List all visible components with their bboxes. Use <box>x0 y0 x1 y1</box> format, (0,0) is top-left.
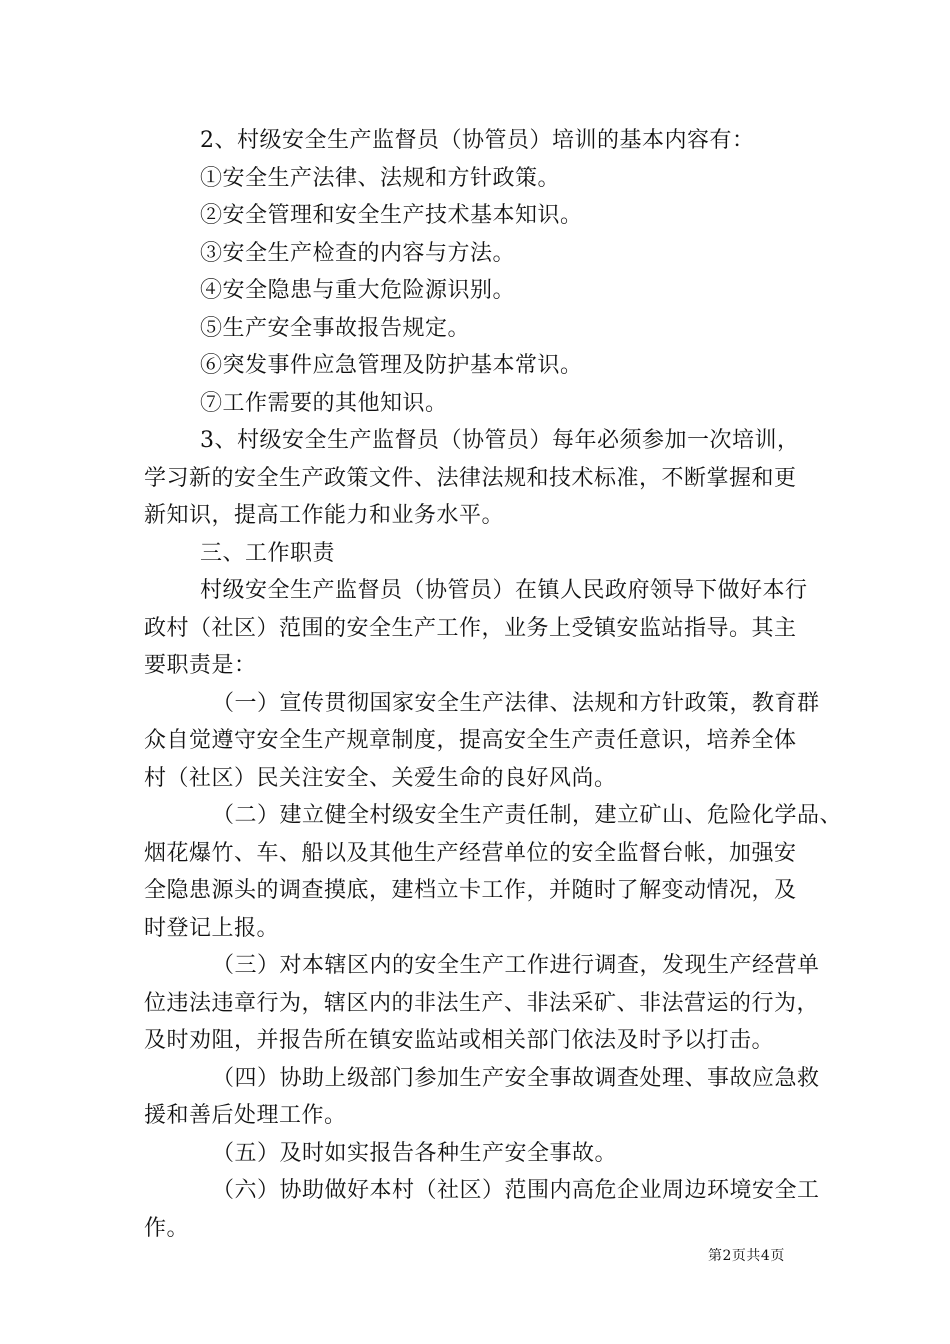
paragraph-line: 学习新的安全生产政策文件、法律法规和技术标准，不断掌握和更 <box>144 465 797 491</box>
duty-6-paragraph <box>144 1172 820 1247</box>
section-heading-duties: 三、工作职责 <box>200 540 336 566</box>
annual-training-paragraph <box>144 422 820 535</box>
paragraph-line: 时登记上报。 <box>144 915 280 941</box>
paragraph-line: 村（社区）民关注安全、关爱生命的良好风尚。 <box>144 765 617 791</box>
paragraph-line: 村级安全生产监督员（协管员）在镇人民政府领导下做好本行 <box>200 578 808 603</box>
duty-4-paragraph <box>144 1060 820 1135</box>
document-body <box>144 122 843 1247</box>
paragraph-line: 众自觉遵守安全生产规章制度，提高安全生产责任意识，培养全体 <box>144 728 797 753</box>
paragraph-line: （一）宣传贯彻国家安全生产法律、法规和方针政策，教育群 <box>212 690 820 716</box>
paragraph-line: （三）对本辖区内的安全生产工作进行调查，发现生产经营单 <box>212 953 820 978</box>
page-number: 第2页共4页 <box>708 1248 785 1264</box>
training-item-7: ⑦工作需要的其他知识。 <box>200 390 448 416</box>
duty-1-paragraph <box>144 685 820 798</box>
paragraph-line: （六）协助做好本村（社区）范围内高危企业周边环境安全工 <box>212 1178 820 1203</box>
paragraph-line: 援和善后处理工作。 <box>144 1103 347 1128</box>
paragraph-line: （四）协助上级部门参加生产安全事故调查处理、事故应急救 <box>212 1065 820 1091</box>
paragraph-line: 作。 <box>144 1215 190 1241</box>
training-item-6: ⑥突发事件应急管理及防护基本常识。 <box>200 353 583 378</box>
training-item-1: ①安全生产法律、法规和方针政策。 <box>200 165 561 191</box>
training-item-3: ③安全生产检查的内容与方法。 <box>200 240 516 266</box>
duty-5-paragraph: （五）及时如实报告各种生产安全事故。 <box>212 1140 618 1166</box>
paragraph-line: 3、村级安全生产监督员（协管员）每年必须参加一次培训， <box>200 428 800 453</box>
paragraph-line: 政村（社区）范围的安全生产工作，业务上受镇安监站指导。其主 <box>144 615 797 641</box>
training-item-4: ④安全隐患与重大危险源识别。 <box>200 278 516 303</box>
training-item-2: ②安全管理和安全生产技术基本知识。 <box>200 203 583 228</box>
duty-2-paragraph <box>144 797 843 947</box>
training-content-heading: 2、村级安全生产监督员（协管员）培训的基本内容有： <box>200 128 755 153</box>
duty-3-paragraph <box>144 947 820 1060</box>
paragraph-line: （二）建立健全村级安全生产责任制，建立矿山、危险化学品、 <box>212 803 843 828</box>
duties-intro-paragraph <box>144 572 820 685</box>
paragraph-line: 位违法违章行为，辖区内的非法生产、非法采矿、非法营运的行为， <box>144 990 820 1016</box>
paragraph-line: 烟花爆竹、车、船以及其他生产经营单位的安全监督台帐，加强安 <box>144 840 797 866</box>
training-item-5: ⑤生产安全事故报告规定。 <box>200 315 471 341</box>
paragraph-line: 要职责是： <box>144 653 257 678</box>
paragraph-line: 新知识，提高工作能力和业务水平。 <box>144 503 505 528</box>
paragraph-line: 及时劝阻，并报告所在镇安监站或相关部门依法及时予以打击。 <box>144 1028 775 1053</box>
paragraph-line: 全隐患源头的调查摸底，建档立卡工作，并随时了解变动情况，及 <box>144 878 797 903</box>
